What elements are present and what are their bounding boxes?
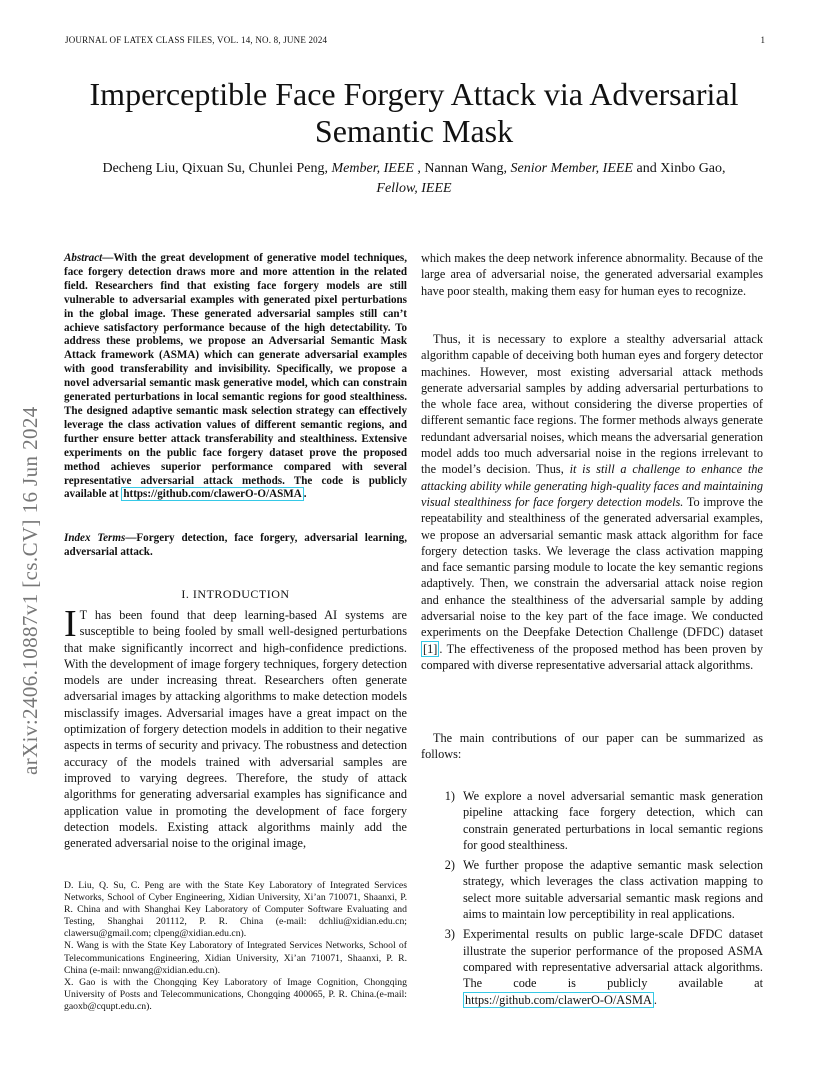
abstract bbox=[64, 252, 407, 502]
right-paragraph-2 bbox=[421, 331, 763, 673]
list-item-text: We further propose the adaptive semantic mask selection strategy, which leverages the class activation mapping to select more suitable adversarial semantic mask regions and aims to maintain low perceptibility in real applications. bbox=[463, 858, 763, 922]
author-role-1: Member, IEEE bbox=[331, 161, 414, 176]
page-number: 1 bbox=[760, 35, 765, 45]
right-paragraph-1: which makes the deep network inference abnormality. Because of the large area of adversarial noise, the generated adversarial examples have poor stealth, making them easy for human eyes to recognize. bbox=[421, 251, 763, 298]
abstract-lead: Abstract bbox=[64, 252, 103, 264]
abstract-text: —With the great development of generative model techniques, face forgery detection draws more and more attention in the related field. Researchers find that existing face forgery models are still vulnerable to adversarial examples with generated pixel perturbations in the global image. These generated adversarial samples still can’t achieve satisfactory performance because of the high detectability. To address these problems, we propose an Adversarial Semantic Mask Attack framework (ASMA) which can generate adversarial examples with good transferability and invisibility. Specifically, we propose a novel adversarial semantic mask generative model, which can constrain generated perturbations in local semantic regions for good stealthiness. The designed adaptive semantic mask selection strategy can effectively leverage the class activation values of different semantic regions, and further ensure better attack transferability and stealthiness. Extensive experiments on the public face forgery dataset prove the proposed method achieves superior performance compared with several representative adversarial attack methods. The code is publicly available at bbox=[64, 252, 407, 501]
right-paragraph-3 bbox=[421, 730, 763, 763]
authors-part-2: , Nannan Wang, bbox=[413, 161, 511, 176]
footnote-paragraph-2: N. Wang is with the State Key Laboratory of Integrated Services Networks, School of Telecommunications Engineering, Xidian University, Xi’an 710071, Shaanxi, P. R. China (e-mail: nnwang@xidian.edu.cn). bbox=[64, 940, 407, 976]
right-p2-text-a: Thus, it is necessary to explore a stealthy adversarial attack algorithm capable of deceiving both human eyes and forgery detector machines. However, most existing adversarial attack methods generate adversarial samples by adding adversarial perturbations to the whole face area, without considering the diverse properties of different semantic face regions. The former methods always generate redundant adversarial noises, which means the adversarial generation model adds too much adversarial noise in the regions irrelevant to the model’s decision. Thus, bbox=[421, 332, 763, 477]
right-p2-italic: it is still a challenge to enhance the attacking ability while generating high-quality faces and maintaining visual stealthiness for face forgery detection models. bbox=[421, 462, 764, 509]
author-list bbox=[50, 159, 778, 199]
list-item-number: 1) bbox=[444, 789, 455, 803]
intro-p1-text: T has been found that deep learning-based AI systems are susceptible to being fooled by small well-designed perturbations that make significantly incorrect and high-confidence predictions. With the development of image forgery techniques, forgery detection models are under increasing threat. Researchers often generate adversarial images by attacking algorithms to make detection models misclassify images. Adversarial images have a great impact on the optimization of forgery detection models in addition to their negative aspects in terms of security and privacy. The robustness and detection accuracy of the models trained with adversarial samples are improved to varying degrees. Therefore, the study of attack algorithms for generating adversarial examples has significance and application value in promoting the development of face forgery detection models. Existing attack algorithms mainly add the generated adversarial noise to the original image, bbox=[64, 608, 407, 851]
abstract-end: . bbox=[303, 488, 307, 501]
abstract-code-link[interactable]: https://github.com/clawerO-O/ASMA bbox=[123, 488, 302, 501]
dropcap-letter: I bbox=[64, 603, 77, 645]
title-line-2: Semantic Mask bbox=[314, 113, 514, 149]
list-item-text: We explore a novel adversarial semantic mask generation pipeline attacking face forgery detection, which can constrain generated perturbations in local semantic regions for good stealthiness. bbox=[463, 789, 763, 852]
right-p2-text-c: . The effectiveness of the proposed method has been proven by compared with diverse representative adversarial attack algorithms. bbox=[421, 641, 763, 672]
index-terms bbox=[64, 532, 407, 560]
journal-header: JOURNAL OF LATEX CLASS FILES, VOL. 14, NO. 8, JUNE 2024 bbox=[65, 35, 328, 45]
list-item-number: 2) bbox=[444, 858, 455, 873]
authors-part-3: and Xinbo Gao, bbox=[632, 161, 726, 176]
list-item bbox=[421, 857, 763, 922]
list-item-text: Experimental results on public large-scale DFDC dataset illustrate the superior performance of the proposed ASMA compared with representative adversarial attack algorithms. The code is publicly available at bbox=[463, 927, 763, 991]
list-item-end: . bbox=[653, 992, 657, 1007]
author-role-3: Fellow, IEEE bbox=[376, 181, 452, 196]
arxiv-side-stamp: arXiv:2406.10887v1 [cs.CV] 16 Jun 2024 bbox=[18, 406, 42, 775]
right-p2-text-b: To improve the repeatability and stealthiness of the generated adversarial examples, we propose an adversarial semantic mask attack algorithm for face forgery detection tasks. We leverage the class activation mapping and face semantic parsing module to locate the key semantic regions adaptively. Then, we constrain the adversarial attack noise region and enhance the stealthiness of the adversarial sample by adding adversarial noise to the key part of the face image. We conducted experiments on the Deepfake Detection Challenge (DFDC) dataset bbox=[421, 494, 763, 640]
title-line-1: Imperceptible Face Forgery Attack via Adversarial bbox=[89, 76, 739, 112]
authors-part-1: Decheng Liu, Qixuan Su, Chunlei Peng, bbox=[102, 161, 332, 176]
footnote-paragraph-3: X. Gao is with the Chongqing Key Laboratory of Image Cognition, Chongqing University of Posts and Telecommunications, Chongqing 400065, P. R. China.(e-mail: gaoxb@cqupt.edu.cn). bbox=[64, 976, 407, 1012]
contributions-list bbox=[421, 788, 763, 1012]
index-terms-text: —Forgery detection, face forgery, adversarial learning, adversarial attack. bbox=[64, 532, 407, 558]
list-item bbox=[421, 788, 763, 853]
section-heading-introduction: I. INTRODUCTION bbox=[181, 587, 290, 601]
contrib-code-link[interactable]: https://github.com/clawerO-O/ASMA bbox=[465, 992, 652, 1007]
intro-paragraph-1 bbox=[64, 603, 407, 851]
list-item bbox=[421, 926, 763, 1007]
right-p3-text: The main contributions of our paper can be summarized as follows: bbox=[421, 731, 763, 762]
paper-title bbox=[40, 76, 788, 150]
footnote-paragraph-1: D. Liu, Q. Su, C. Peng are with the State Key Laboratory of Integrated Services Networks, School of Cyber Engineering, Xidian University, Xi’an 710071, Shaanxi, P. R. China and with Shanghai Key Laboratory of Computer Software Evaluating and Testing, Shanghai 201112, P. R. China (e-mail: dchliu@xidian.edu.cn; clawersu@gmail.com; clpeng@xidian.edu.cn). bbox=[64, 880, 407, 940]
list-item-text-wrap bbox=[463, 926, 763, 1007]
author-role-2: Senior Member, IEEE bbox=[510, 161, 633, 176]
list-item-number: 3) bbox=[444, 927, 455, 942]
citation-link[interactable]: [1] bbox=[423, 641, 438, 656]
author-footnote bbox=[64, 880, 407, 1013]
index-terms-lead: Index Terms bbox=[64, 532, 126, 544]
